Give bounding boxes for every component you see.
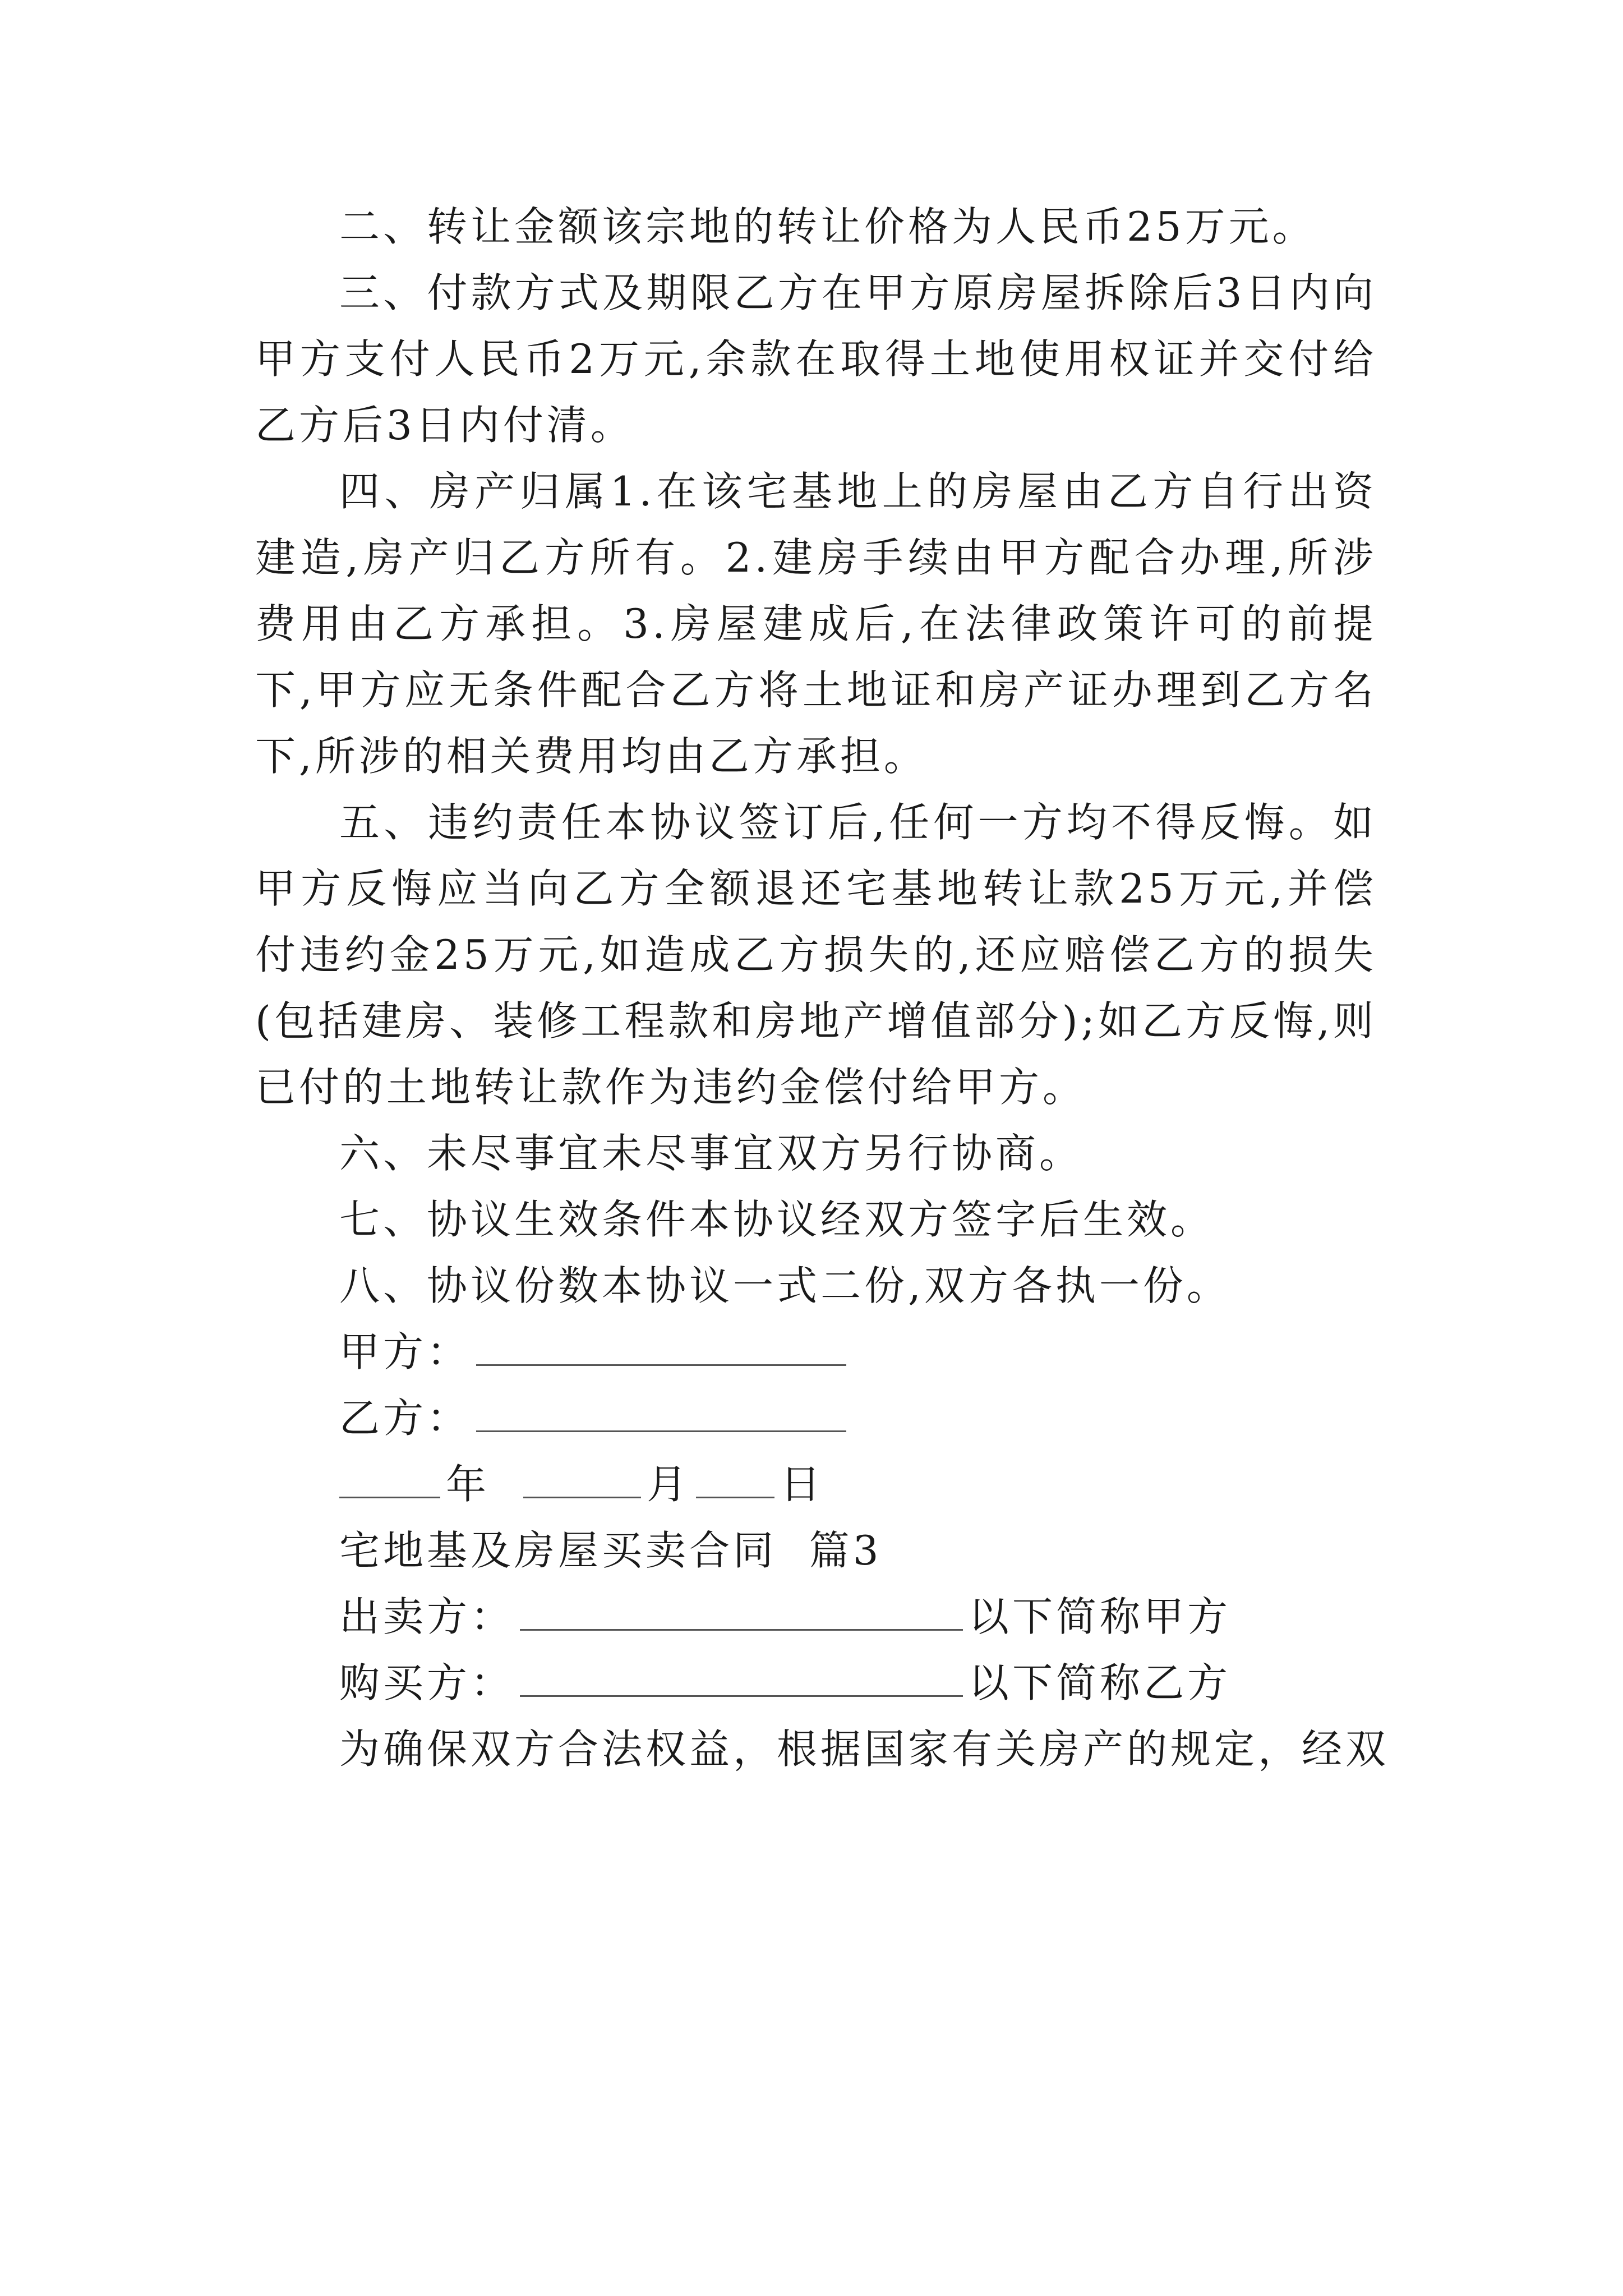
- section-3-intro-text: 为确保双方合法权益，根据国家有关房产的规定，经双: [339, 1726, 1390, 1773]
- section-3-title: [255, 1517, 1377, 1584]
- seller-label: 出卖方：: [339, 1593, 515, 1640]
- clause-2-paragraph: 二、转让金额该宗地的转让价格为人民币25万元。: [339, 203, 1316, 250]
- party-a-signature-line: [255, 1319, 1377, 1385]
- party-b-label: 乙方：: [339, 1395, 471, 1442]
- clause-8-paragraph: 八、协议份数本协议一式二份,双方各执一份。: [339, 1262, 1230, 1309]
- buyer-suffix: 以下简称乙方: [969, 1659, 1232, 1706]
- day-label: 日: [780, 1461, 824, 1508]
- section-3-intro-line: [255, 1716, 1390, 1782]
- section-3-title-text: 宅地基及房屋买卖合同 篇3: [339, 1527, 882, 1574]
- clause-6-paragraph: 六、未尽事宜未尽事宜双方另行协商。: [339, 1130, 1083, 1177]
- day-blank[interactable]: [696, 1464, 774, 1498]
- buyer-blank[interactable]: [520, 1663, 963, 1697]
- clause-4-paragraph: 四、房产归属1.在该宅基地上的房屋由乙方自行出资建造,房产归乙方所有。2.建房手续由甲方配合办理,所涉费用由乙方承担。3.房屋建成后,在法律政策许可的前提下,甲方应无条件配合乙方将土地证和房产证办理到乙方名下,所涉的相关费用均由乙方承担。: [255, 468, 1377, 780]
- date-line: [255, 1451, 1377, 1517]
- buyer-line: [255, 1650, 1377, 1716]
- month-blank[interactable]: [523, 1464, 641, 1498]
- party-a-label: 甲方：: [339, 1328, 471, 1375]
- clause-7-paragraph: 七、协议生效条件本协议经双方签字后生效。: [339, 1196, 1215, 1243]
- party-b-signature-line: [255, 1385, 1377, 1451]
- clause-3-paragraph: 三、付款方式及期限乙方在甲方原房屋拆除后3日内向甲方支付人民币2万元,余款在取得土地使用权证并交付给乙方后3日内付清。: [255, 269, 1377, 449]
- buyer-label: 购买方：: [339, 1659, 515, 1706]
- clause-5-paragraph: 五、违约责任本协议签订后,任何一方均不得反悔。如甲方反悔应当向乙方全额退还宅基地转让款25万元,并偿付违约金25万元,如造成乙方损失的,还应赔偿乙方的损失(包括建房、装修工程款和房地产增值部分);如乙方反悔,则已付的土地转让款作为违约金偿付给甲方。: [255, 799, 1377, 1111]
- party-b-blank[interactable]: [476, 1398, 846, 1432]
- month-label: 月: [647, 1461, 691, 1508]
- seller-line: [255, 1584, 1377, 1650]
- document-page: [255, 194, 1390, 1782]
- seller-suffix: 以下简称甲方: [969, 1593, 1232, 1640]
- seller-blank[interactable]: [520, 1596, 963, 1631]
- year-label: 年: [446, 1461, 490, 1508]
- party-a-blank[interactable]: [476, 1332, 846, 1366]
- year-blank[interactable]: [339, 1464, 440, 1498]
